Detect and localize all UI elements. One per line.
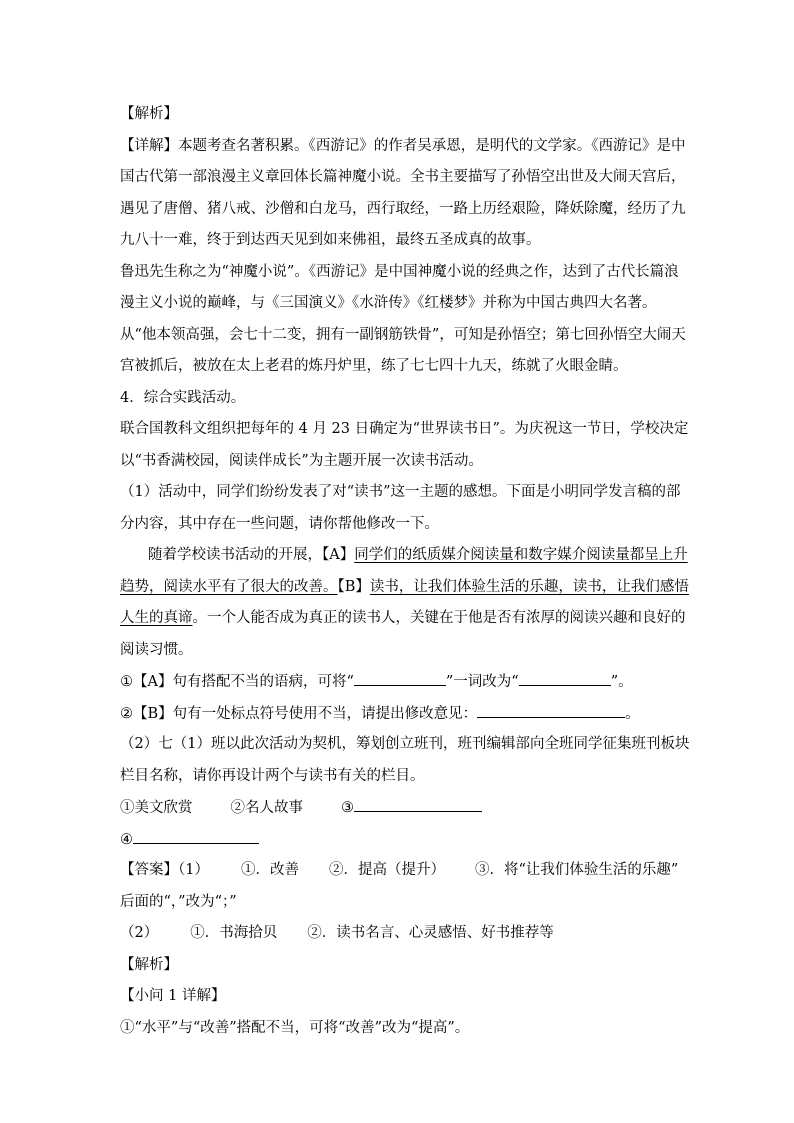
marker-b: 【B】 [337, 579, 370, 595]
sentence-a-underlined-cont: 趋势，阅读水平有了很大的改善。 [120, 579, 338, 595]
task-a-text: ①【A】句有搭配不当的语病，可将“ [120, 674, 354, 690]
question-4-intro-1: 联合国教科文组织把每年的 4 月 23 日确定为“世界读书日”。为庆祝这一节日，学校决定 [120, 421, 689, 437]
answer-part-2-2: ②．读书名言、心灵感悟、好书推荐等 [307, 925, 554, 941]
answer-blank-3[interactable] [477, 703, 625, 718]
answer-blank-4[interactable] [354, 797, 482, 812]
explanation-line-5: 鲁迅先生称之为“神魔小说”。《西游记》是中国神魔小说的经典之作，达到了古代长篇浪 [120, 264, 679, 280]
option-4: ④ [120, 832, 133, 848]
explanation-line-3: 遇见了唐僧、猪八戒、沙僧和白龙马，西行取经，一路上历经艰险，降妖除魔，经历了九 [120, 201, 686, 217]
question-4-intro-2: 以“书香满校园，阅读伴成长”为主题开展一次读书活动。 [120, 453, 483, 469]
task-a-text: ”。 [610, 674, 633, 690]
answer-1: ①．改善 [240, 862, 299, 878]
explanation-line-2: 国古代第一部浪漫主义章回体长篇神魔小说。全书主要描写了孙悟空出世及大闹天宫后， [120, 169, 686, 185]
subquestion-1-detail-heading: 【小问 1 详解】 [120, 988, 226, 1004]
subquestion-2-line-1: （2）七（1）班以此次活动为契机，筹划创立班刊，班刊编辑部向全班同学征集班刊板块 [120, 736, 690, 752]
speech-line-3 [120, 608, 686, 628]
speech-line-1 [148, 545, 708, 565]
task-b-text: 。 [625, 706, 640, 722]
answer-2: ②．提高（提升） [328, 862, 445, 878]
question-4-title: 4．综合实践活动。 [120, 390, 246, 406]
speech-text: 。一个人能否成为真正的读书人，关键在于他是否有浓厚的阅读兴趣和良好的 [192, 610, 686, 626]
explanation-line-1: 【详解】本题考查名著积累。《西游记》的作者吴承恩，是明代的文学家。《西游记》是中 [120, 138, 686, 154]
subquestion-2-line-2: 栏目名称，请你再设计两个与读书有关的栏目。 [120, 768, 425, 784]
sentence-b-underlined: 读书，让我们体验生活的乐趣，读书，让我们感悟 [369, 579, 689, 595]
answer-label: 【答案】（1） [120, 862, 209, 878]
speech-text: 随着学校读书活动的开展，【A】 [148, 547, 355, 563]
column-options-line [120, 797, 680, 818]
subquestion-1-line-1: （1）活动中，同学们纷纷发表了对“读书”这一主题的感想。下面是小明同学发言稿的部 [120, 484, 681, 500]
answer-line-1 [120, 860, 680, 880]
answer-blank-2[interactable] [519, 671, 611, 686]
answer-line-3 [120, 923, 680, 943]
answer-3: ③．将“让我们体验生活的乐趣” [474, 862, 679, 878]
explanation-line-6: 漫主义小说的巅峰，与《三国演义》《水浒传》《红楼梦》并称为中国古典四大名著。 [120, 295, 657, 311]
option-2: ②名人故事 [230, 800, 303, 816]
task-a-line [120, 671, 680, 692]
analysis-heading-2: 【解析】 [120, 957, 178, 973]
task-a-text: ”一词改为“ [445, 674, 519, 690]
answer-line-2: 后面的“，”改为“；” [120, 894, 237, 910]
explanation-line-4: 九八十一难，终于到达西天见到如来佛祖，最终五圣成真的故事。 [120, 232, 541, 248]
answer-part-2-1: ①．书海拾贝 [190, 925, 278, 941]
sentence-a-underlined: 同学们的纸质媒介阅读量和数字媒介阅读量都呈上升 [354, 547, 688, 563]
explanation-line-7: 从“他本领高强，会七十二变，拥有一副钢筋铁骨”，可知是孙悟空；第七回孙悟空大闹天 [120, 327, 686, 343]
answer-blank-5[interactable] [133, 829, 259, 844]
subquestion-1-line-2: 分内容，其中存在一些问题，请你帮他修改一下。 [120, 516, 439, 532]
speech-line-4: 阅读习惯。 [120, 642, 193, 658]
task-b-line [120, 703, 680, 724]
subquestion-1-detail-text: ①“水平”与“改善”搭配不当，可将“改善”改为“提高”。 [120, 1020, 470, 1036]
column-option-4-line [120, 829, 680, 850]
explanation-line-8: 宫被抓后，被放在太上老君的炼丹炉里，练了七七四十九天，练就了火眼金睛。 [120, 358, 628, 374]
answer-blank-1[interactable] [354, 671, 446, 686]
sentence-b-underlined-cont: 人生的真谛 [120, 610, 193, 626]
option-1: ①美文欣赏 [120, 800, 193, 816]
analysis-heading: 【解析】 [120, 106, 178, 122]
option-3: ③ [341, 800, 354, 816]
speech-line-2 [120, 577, 689, 597]
answer-part-2-label: （2） [120, 925, 159, 941]
task-b-text: ②【B】句有一处标点符号使用不当，请提出修改意见： [120, 706, 478, 722]
